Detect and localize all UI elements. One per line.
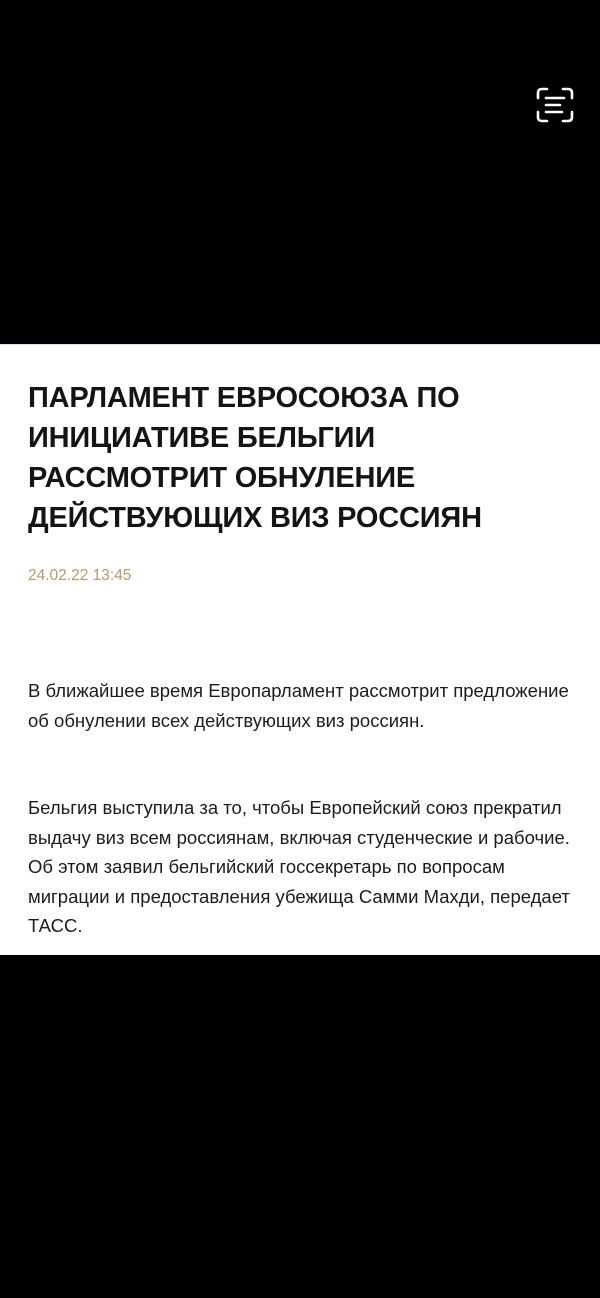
article-date: 24.02.22 13:45 [28, 567, 132, 584]
article-card [0, 344, 600, 955]
scan-text-button[interactable] [536, 87, 574, 123]
article-paragraph: Бельгия выступила за то, чтобы Европейский союз прекратил выдачу виз всем россиянам, включая студенческие и рабочие. Об этом заявил бельгийский госсекретарь по вопросам миграции и предоставления убежища Самми Махди, передает ТАСС. [28, 797, 570, 936]
scan-text-icon [536, 87, 574, 123]
bottom-black-area [0, 955, 600, 1298]
article-headline: ПАРЛАМЕНТ ЕВРОСОЮЗА ПО ИНИЦИАТИВЕ БЕЛЬГИИ РАССМОТРИТ ОБНУЛЕНИЕ ДЕЙСТВУЮЩИХ ВИЗ РОССИЯН [28, 382, 482, 534]
top-black-area [0, 0, 600, 344]
article-paragraph: В ближайшее время Европарламент рассмотрит предложение об обнулении всех действующих виз россиян. [28, 680, 569, 731]
